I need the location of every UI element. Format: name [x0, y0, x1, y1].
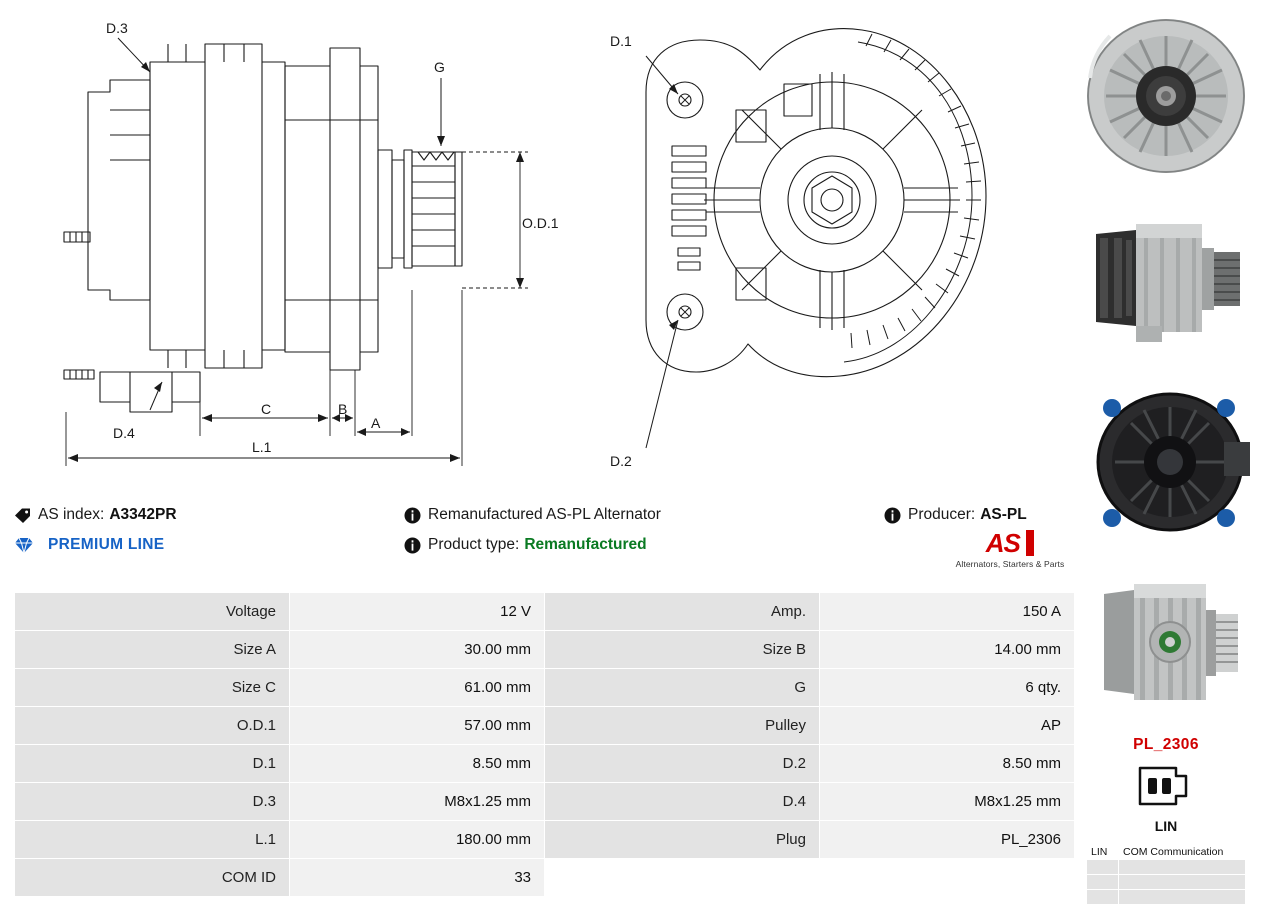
- table-row: [15, 631, 1075, 669]
- specifications-table: [14, 592, 1075, 897]
- spec-value: AP: [820, 707, 1075, 745]
- info-row-1: [14, 500, 1074, 530]
- spec-value: 8.50 mm: [820, 745, 1075, 783]
- spec-value: 150 A: [820, 593, 1075, 631]
- brand-logo-bar: [1026, 530, 1034, 556]
- label-od1: O.D.1: [522, 215, 559, 231]
- spec-value: 12 V: [290, 593, 545, 631]
- spec-key: L.1: [15, 821, 290, 859]
- spec-value: M8x1.25 mm: [820, 783, 1075, 821]
- spec-key: Size B: [545, 631, 820, 669]
- as-index: [14, 506, 404, 524]
- lin-pinout-table: [1086, 844, 1246, 905]
- label-a: A: [371, 415, 381, 431]
- spec-key: G: [545, 669, 820, 707]
- spec-key: Amp.: [545, 593, 820, 631]
- product-info: [14, 500, 1074, 580]
- product-type-label: Product type:: [428, 536, 520, 553]
- producer-value: AS-PL: [980, 506, 1027, 523]
- spec-key-empty: [545, 859, 820, 897]
- label-d1: D.1: [610, 33, 632, 49]
- spec-value: 180.00 mm: [290, 821, 545, 859]
- product-type-value: Remanufactured: [524, 536, 647, 553]
- spec-value: 33: [290, 859, 545, 897]
- lin-col-1: LIN: [1087, 845, 1119, 860]
- label-d4: D.4: [113, 425, 135, 441]
- spec-value: 57.00 mm: [290, 707, 545, 745]
- product-photo-4[interactable]: [1074, 554, 1258, 730]
- info-row-2: [14, 530, 1074, 560]
- spec-key: Size C: [15, 669, 290, 707]
- brand-logo: [950, 530, 1070, 569]
- technical-drawings: [0, 0, 1060, 490]
- spec-value: 30.00 mm: [290, 631, 545, 669]
- spec-value: 6 qty.: [820, 669, 1075, 707]
- table-row: [1087, 890, 1246, 905]
- info-icon: [404, 537, 421, 554]
- spec-key: Voltage: [15, 593, 290, 631]
- producer: [884, 506, 1074, 524]
- spec-table-body: [15, 593, 1075, 897]
- as-index-value: A3342PR: [109, 506, 177, 523]
- lin-col-2: COM Communication: [1119, 845, 1246, 860]
- spec-key: O.D.1: [15, 707, 290, 745]
- table-row: [15, 783, 1075, 821]
- table-row: [15, 707, 1075, 745]
- tag-icon: [14, 507, 31, 524]
- premium-line-label: PREMIUM LINE: [48, 536, 165, 553]
- plug-code: PL_2306: [1133, 736, 1199, 753]
- product-photos: [1074, 8, 1258, 905]
- spec-key: Plug: [545, 821, 820, 859]
- spec-key: D.1: [15, 745, 290, 783]
- table-row: [15, 821, 1075, 859]
- spec-key: D.3: [15, 783, 290, 821]
- spec-key: Size A: [15, 631, 290, 669]
- spec-value: 8.50 mm: [290, 745, 545, 783]
- producer-label: Producer:: [908, 506, 976, 523]
- plug-name: LIN: [1154, 818, 1178, 834]
- spec-key: D.2: [545, 745, 820, 783]
- table-row: [15, 745, 1075, 783]
- label-l1: L.1: [252, 439, 272, 455]
- label-d2: D.2: [610, 453, 632, 469]
- table-row: [1087, 845, 1246, 860]
- table-row: [1087, 875, 1246, 890]
- product-photo-1[interactable]: [1074, 8, 1258, 184]
- product-photo-3[interactable]: [1074, 372, 1258, 548]
- spec-value: 14.00 mm: [820, 631, 1075, 669]
- brand-tagline: Alternators, Starters & Parts: [955, 559, 1065, 569]
- product-description: [404, 506, 884, 524]
- brand-logo-text: AS: [985, 528, 1020, 558]
- label-g: G: [434, 59, 445, 75]
- table-row: [15, 859, 1075, 897]
- spec-key: Pulley: [545, 707, 820, 745]
- table-row: [15, 669, 1075, 707]
- spec-value: M8x1.25 mm: [290, 783, 545, 821]
- spec-value: 61.00 mm: [290, 669, 545, 707]
- label-c: C: [261, 401, 272, 417]
- label-b: B: [338, 401, 348, 417]
- plug-diagram: [1074, 762, 1258, 815]
- as-index-label: AS index:: [38, 506, 105, 523]
- product-photo-2[interactable]: [1074, 190, 1258, 366]
- spec-key: D.4: [545, 783, 820, 821]
- spec-value: PL_2306: [820, 821, 1075, 859]
- label-d3: D.3: [106, 20, 128, 36]
- product-description-text: Remanufactured AS-PL Alternator: [428, 506, 661, 523]
- spec-value-empty: [820, 859, 1075, 897]
- table-row: [1087, 860, 1246, 875]
- spec-key: COM ID: [15, 859, 290, 897]
- table-row: [15, 593, 1075, 631]
- info-icon: [404, 507, 421, 524]
- premium-line-badge: [14, 536, 404, 554]
- product-type: [404, 536, 884, 554]
- diamond-icon: [14, 537, 34, 554]
- info-icon: [884, 507, 901, 524]
